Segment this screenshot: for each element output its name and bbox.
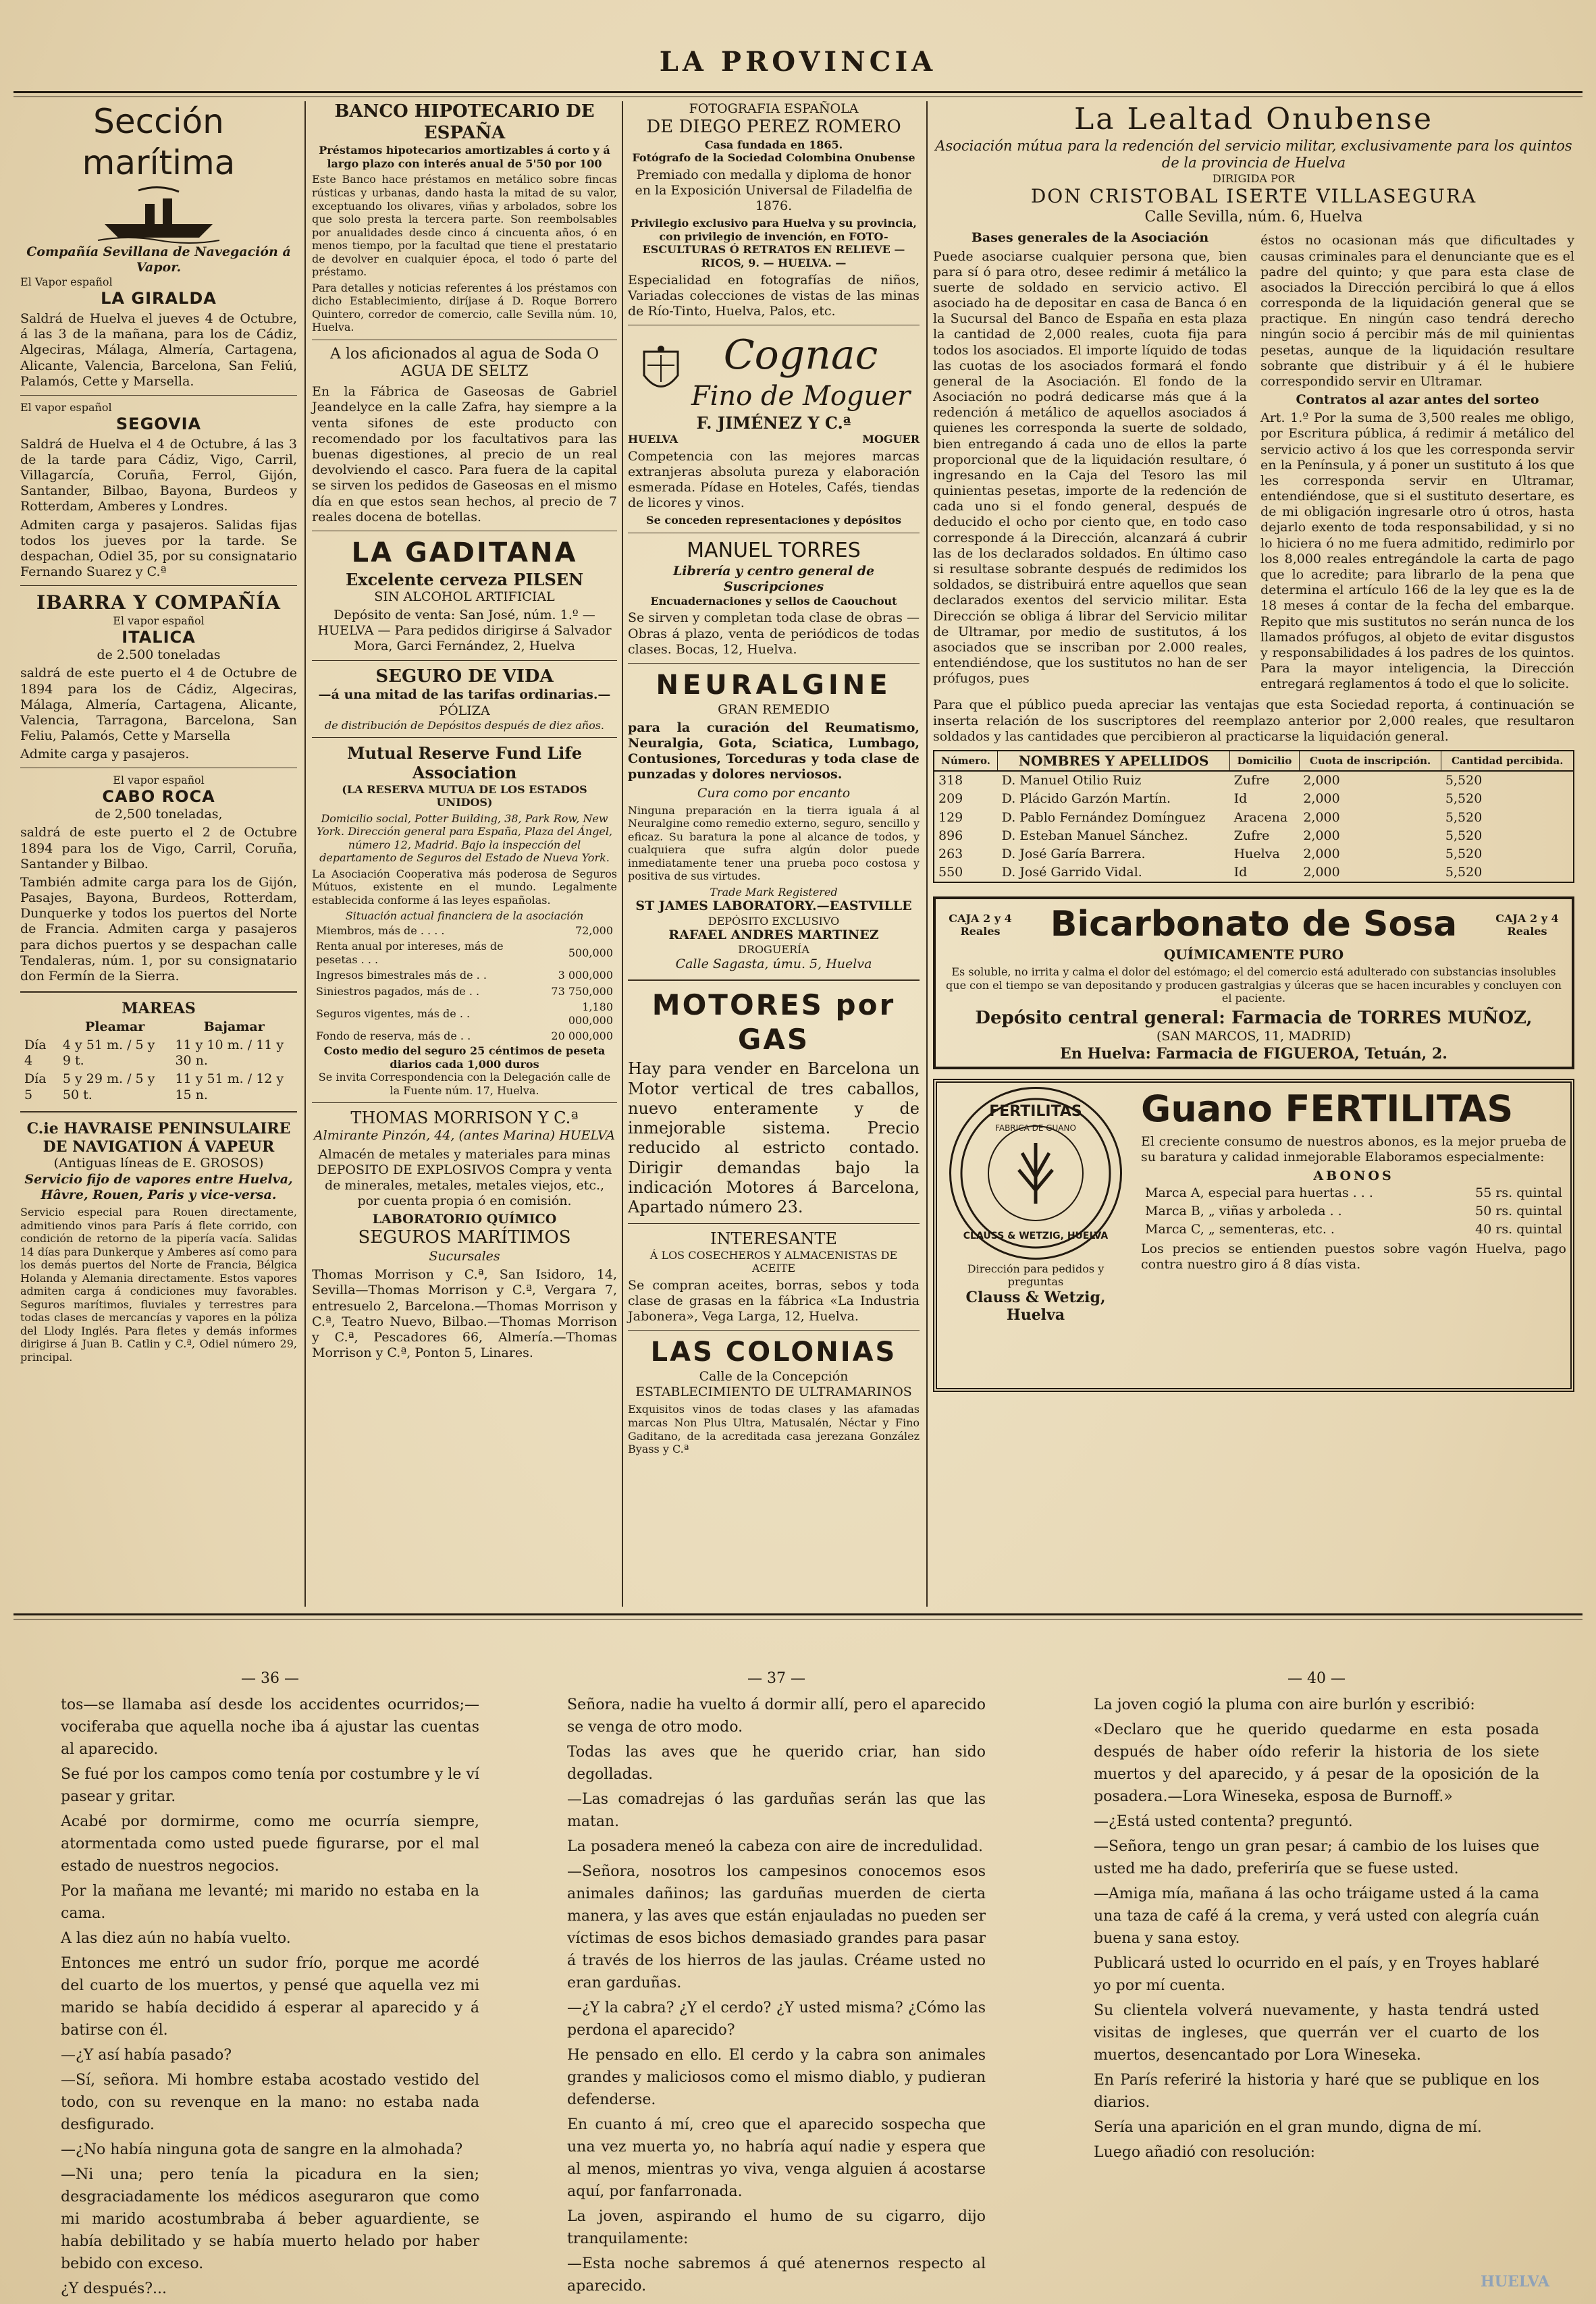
- havraise-sub: (Antiguas líneas de E. GROSOS): [53, 1156, 264, 1171]
- lealtad-footer: Para que el público pueda apreciar las ventajas que esta Sociedad reporta, á continuación se inserta relación de los suscriptores del reemplazo anterior por 2,000 reales, que resultaron soldados y las cantidades que percibieron al practicarse la liquidación general.: [933, 697, 1574, 744]
- table-header: Cantidad percibida.: [1451, 754, 1564, 767]
- folletin-paragraph: La joven, aspirando el humo de su cigarro, dijo tranquilamente:: [567, 2208, 986, 2247]
- table-row: 896 D. Esteban Manuel Sánchez. Zufre 2,000 5,520: [938, 828, 1483, 843]
- neuralgine-drog2: DROGUERÍA: [738, 943, 809, 957]
- tides-row: Día 4 4 y 51 m. / 5 y 9 t. 11 y 10 m. / 11 y 30 n.: [24, 1038, 284, 1069]
- ship-extra: Admite carga y pasajeros.: [20, 747, 190, 762]
- foto-name: DE DIEGO PEREZ ROMERO: [646, 117, 901, 138]
- vapor-label: El vapor español: [20, 400, 112, 414]
- page-number: — 36 —: [241, 1670, 299, 1687]
- seal-text-bottom: CLAUSS & WETZIG, HUELVA: [963, 1231, 1109, 1242]
- bicarb-dep: Depósito central general: Farmacia de TORRES MUÑOZ,: [975, 1007, 1533, 1028]
- bicarb-text: Es soluble, no irrita y calma el dolor del estómago; el del comercio está adulterado con substancias insolubles que con el tiempo se van depositando y producen gastralgias y úlceras que se hacen incurables y concluyen con el paciente.: [946, 965, 1562, 1005]
- contratos-text: Art. 1.º Por la suma de 3,500 reales me obligo, por Escritura pública, á redimir á metálico del servicio activo á los que les corresponda servir en la Península, y á poner un sustituto á los que les corresponda servir en Ultramar, entendiéndose, que si el sustituto desertare, es de mi obligación ingresarle otro ú otros, hasta dejarlo exento de toda responsabilidad, y si no lo hiciera ó no me fuera admitido, redimirlo por los 8,000 reales entregándole la carta de pago que lo acredite; para librarlo de la pena que determina el artículo 166 de la ley que es la de 18 meses á contar de la fecha del embarque. Repito que mis sustitutos no serán nunca de los llamados prófugos, al objeto de evitar disgustos y responsabilidades á los padres de los quintos. Para la mayor inteligencia, la Dirección entregará reglamentos á todo el que lo solicite.: [1260, 410, 1574, 692]
- tides-table: [20, 1018, 297, 1104]
- folletin-paragraph: Señora, nadie ha vuelto á dormir allí, pero el aparecido se venga de otro modo.: [567, 1696, 986, 1736]
- foto-sub: Fotógrafo de la Sociedad Colombina Onubense: [632, 151, 915, 165]
- ship-tonnage: de 2,500 toneladas,: [95, 807, 223, 822]
- ship-name: CABO ROCA: [102, 786, 215, 806]
- mutual-contact: Se invita Correspondencia con la Delegación calle de la Fuente núm. 17, Huelva.: [318, 1071, 611, 1097]
- fin-row: Seguros vigentes, más de . . 1,180 000,000: [316, 1000, 613, 1027]
- foto-text: Especialidad en fotografías de niños, Variadas colecciones de vistas de las minas de Río-Tinto, Huelva, Palos, etc.: [628, 272, 920, 319]
- colonias-sub: Calle de la Concepción: [699, 1369, 849, 1385]
- folletin-paragraph: —Señora, tengo un gran pesar; á cambio de los luises que usted me ha dado, preferiría que se fuese usted.: [1094, 1838, 1539, 1877]
- column-rule: [926, 101, 928, 1607]
- folletin-paragraph: Por la mañana me levanté; mi marido no estaba en la cama.: [61, 1883, 479, 1922]
- lealtad-title: La Lealtad Onubense: [1074, 102, 1433, 136]
- cognac-text: Competencia con las mejores marcas extranjeras absoluta pureza y elaboración esmerada. Pídase en Hoteles, Cafés, tiendas de licores y vinos.: [628, 448, 920, 511]
- motores-text: Hay para vender en Barcelona un Motor vertical de tres caballos, nuevo enteramente y de inmejorable sistema. Precio reducido al estricto contado. Dirigir demandas bajo la indicación Motores á Barcelona, Apartado número 23.: [628, 1059, 920, 1217]
- havraise-text: Servicio especial para Rouen directamente, admitiendo vinos para París á flete corrido, con condición de retorno de la pipería vacía. Salidas 14 días para Dunkerque y Amberes así como para los demás puertos del Norte de Francia, Bélgica Holanda y Alemania directamente. Estos vapores admiten carga á condiciones muy favorables. Seguros marítimos, fluviales y terrestres para todas clases de mercancías y vapores en la póliza del Llody Inglés. Para fletes y demás informes dirigirse á Juan B. Catlin y C.ª, Odiel número 29, principal.: [20, 1205, 297, 1364]
- archive-stamp: HUELVA: [1480, 2273, 1550, 2290]
- table-header: NOMBRES Y APELLIDOS: [998, 751, 1230, 771]
- folletin-paragraph: Publicará usted lo ocurrido en el país, y en Troyes hablaré yo por mí cuenta.: [1094, 1955, 1539, 1994]
- cognac-title: Cognac: [723, 331, 878, 379]
- folletin-paragraph: —Ni una; pero tenía la picadura en la sien; desgraciadamente los médicos aseguraron que como mi marido acostumbraba á beber aguardiente, se había debilitado y se había muerto helado por haber bebido con exceso.: [61, 2166, 479, 2272]
- morrison-text: Almacén de metales y materiales para minas DEPOSITO DE EXPLOSIVOS Compra y venta de minerales, metales, metales viejos, etc., por cuenta propia ó en comisión.: [317, 1146, 612, 1209]
- seguro-title: SEGURO DE VIDA: [375, 666, 554, 687]
- page-number: — 37 —: [747, 1670, 805, 1687]
- tides-header: Pleamar: [84, 1019, 145, 1034]
- page-number: — 40 —: [1287, 1670, 1346, 1687]
- gaditana-title: LA GADITANA: [351, 537, 578, 568]
- neuralgine-title: NEURALGINE: [656, 669, 892, 701]
- folletin-paragraph: He pensado en ello. El cerdo y la cabra son animales grandes y maliciosos como el mismo diablo, y pudieran defenderse.: [567, 2047, 986, 2108]
- mutual-fin-title: Situación actual financiera de la asociación: [345, 909, 584, 923]
- gaditana-sub: Excelente cerveza PILSEN: [345, 569, 584, 589]
- folletin-paragraph: A las diez aún no había vuelto.: [61, 1930, 291, 1947]
- coat-of-arms-icon: [637, 345, 685, 399]
- fin-row: Ingresos bimestrales más de . . 3 000,000: [316, 969, 613, 982]
- lealtad-name: DON CRISTOBAL ISERTE VILLASEGURA: [1030, 185, 1477, 208]
- folletin-paragraph: «Declaro que he querido quedarme en esta posada después de haber oído referir la historia de los siete muertos y del aparecido, y á pesar de la oposición de la posadera.—Lora Wineseka, esposa de Burnoff.»: [1094, 1721, 1539, 1805]
- ship-schedule: saldrá de este puerto el 4 de Octubre de 1894 para los de Cádiz, Algeciras, Málaga, Almería, Cartagena, Alicante, Valencia, Tarragona, Barcelona, San Feliu, Palamós, Cette y Marsella: [20, 666, 297, 744]
- bank-text: Este Banco hace préstamos en metálico sobre fincas rústicas y urbanas, dando hasta la mitad de su valor, exceptuando los olivares, viñas y arbolados, sobre los que solo presta la tercera parte. Son reembolsables por anualidades desde cinco á cincuenta años, ó en menos tiempo, por la facultad que tiene el prestatario de devolver en cualquier época, el todo ó parte del préstamo.: [312, 173, 617, 279]
- contratos-title: Contratos al azar antes del sorteo: [1296, 392, 1539, 408]
- table-header: Domicilio: [1230, 751, 1300, 771]
- motores-title: MOTORES por GAS: [651, 988, 896, 1056]
- fertilitas-seal-icon: [949, 1087, 1122, 1260]
- lealtad-sub: Asociación mútua para la redención del servicio militar, exclusivamente para los quintos de la provincia de Huelva: [935, 137, 1572, 171]
- vapor-label: El vapor español: [113, 774, 205, 787]
- lab-title: LABORATORIO QUÍMICO: [372, 1212, 557, 1227]
- column-maritime: [20, 101, 297, 1607]
- folletin-paragraph: Se fué por los campos como tenía por costumbre y le ví pasear y gritar.: [61, 1766, 479, 1805]
- neuralgine-tm: Trade Mark Registered: [710, 885, 838, 899]
- bicarb-sub: QUÍMICAMENTE PURO: [1163, 946, 1344, 963]
- seguro-dist: de distribución de Depósitos después de diez años.: [324, 718, 604, 732]
- mutual-text: La Asociación Cooperativa más poderosa de Seguros Mútuos, existente en el mundo. Legalmente establecida conforme á las leyes españolas.: [312, 867, 617, 907]
- torres-text: Se sirven y completan toda clase de obras —Obras á plazo, venta de periódicos de todas clases. Bocas, 12, Huelva.: [628, 610, 920, 657]
- bicarb-caja-left: CAJA 2 y 4 Reales: [949, 911, 1012, 938]
- abono-row: Marca C, „ sementeras, etc. . 40 rs. quintal: [1145, 1222, 1562, 1237]
- mutual-address: Domicilio social, Potter Building, 38, Park Row, New York. Dirección general para España, Plaza del Ángel, número 12, Madrid. Bajo la inspección del departamento de Seguros del Estado de Nueva York.: [316, 811, 613, 865]
- cognac-places: HUELVA MOGUER: [628, 433, 920, 446]
- cognac-sub: Fino de Moguer: [691, 381, 911, 412]
- foto-priv: Privilegio exclusivo para Huelva y su provincia, con privilegio de invención, en FOTO-ESCULTURAS Ó RETRATOS EN RELIEVE — RICOS, 9. — HUELVA. —: [631, 217, 917, 269]
- table-header: Cuota de inscripción.: [1299, 751, 1441, 771]
- torres-title: MANUEL TORRES: [687, 538, 861, 562]
- folletin-paragraph: —Señora, nosotros los campesinos conocemos esos animales dañinos; las garduñas muerden de cierta manera, y las aves que están enjauladas no pueden ser víctimas de esos bichos demasiado grandes para pasar á través de los hierros de las jaulas. Créame usted no eran garduñas.: [567, 1863, 986, 1991]
- guano-text: El creciente consumo de nuestros abonos, es la mejor prueba de su baratura y calidad inmejorable Elaboramos especialmente:: [1141, 1134, 1566, 1165]
- ship-name: SEGOVIA: [115, 414, 202, 433]
- cognac-maker: F. JIMÉNEZ Y C.ª: [696, 413, 851, 433]
- folletin-page-37: [567, 1667, 986, 2295]
- folletin-paragraph: —Amiga mía, mañana á las ocho tráigame usted á la cama una taza de café á la crema, y verá usted con alegría cuán buena y sana estoy.: [1094, 1885, 1539, 1947]
- bases-text-left: Puede asociarse cualquier persona que, bien para sí ó para otro, desee redimir á metálico la suerte de soldado en servicio activo. El asociado ha de depositar en casa de Banca ó en la Sucursal del Banco de España en esta plaza la cantidad de 2,000 reales, cuota fija para todos los asociados. El importe líquido de todas las cuotas de los asociados formará el fondo general de la Asociación. El fondo de la Asociación no podrá dedicarse más que á la redención á metálico de aquellos asociados á quienes les corresponda la suerte de soldado, bien entregando á cada uno de ellos la parte proporcional que de la liquidación resultare, ó ingresando en la Caja del Tesoro las mil quinientas pesetas, importe de la redención de cada uno si el fondo general, después de deducido el ocho por ciento que, en todo caso corresponde á la Dirección, alcanzará á cubrir las de los declarados soldados. En último caso si resultase sobrante después de redimidos los soldados, se distribuirá entre aquellos que sean declarados exentos del servicio militar. Esta Dirección se obliga á librar del Servicio militar de Ultramar, por medio de sustitutos, á los asociados que se inscriban por 2.000 reales, entendiéndose, que los sustitutos no han de ser prófugos, pues: [933, 248, 1247, 687]
- havraise-service: Servicio fijo de vapores entre Huelva, Hâvre, Rouen, Paris y vice-versa.: [24, 1171, 293, 1202]
- ship-name: LA GIRALDA: [101, 288, 217, 308]
- folletin-paragraph: Todas las aves que he querido criar, han sido degolladas.: [567, 1744, 986, 1783]
- fin-row: Renta anual por intereses, más de pesetas . . . 500,000: [316, 940, 613, 966]
- bicarbonato-ad: [933, 896, 1574, 1069]
- folletin-paragraph: —Sí, señora. Mi hombre estaba acostado vestido del todo, con su revenque en la mano: no estaba nada desfigurado.: [61, 2072, 479, 2133]
- column-ads-1: [312, 101, 617, 1607]
- folletin-paragraph: En cuanto á mí, creo que el aparecido sospecha que una vez muerta yo, no habría aquí nadie y espera que al menos, mientras yo viva, venga alguien á acostarse aquí, por fanfarronada.: [567, 2116, 986, 2200]
- bicarb-huelva: En Huelva: Farmacia de FIGUEROA, Tetuán, 2.: [1060, 1044, 1447, 1063]
- mutual-title: Mutual Reserve Fund Life Association: [346, 743, 583, 783]
- folletin-paragraph: La joven cogió la pluma con aire burlón y escribió:: [1094, 1696, 1475, 1713]
- interesante-title: INTERESANTE: [710, 1229, 837, 1248]
- neuralgine-sub: GRAN REMEDIO: [718, 701, 830, 717]
- sucursales-text: Thomas Morrison y C.ª, San Isidoro, 14, Sevilla—Thomas Morrison y C.ª, Vergara 7, entresuelo 2, Barcelona.—Thomas Morrison y C.ª, Teatro Nuevo, Bilbao.—Thomas Morrison y C.ª, Pescadores 66, Almería.—Thomas Morrison y C.ª, Ponton 5, Linares.: [312, 1267, 617, 1361]
- folletin-paragraph: —¿Está usted contenta? preguntó.: [1094, 1813, 1353, 1830]
- folletin-paragraph: Su clientela volverá nuevamente, y hasta tendrá usted visitas de ingleses, que querrán ver el cuarto de los muertos, desencantado por Lora Wineseka.: [1094, 2002, 1539, 2064]
- cognac-rep: Se conceden representaciones y depósitos: [646, 514, 901, 527]
- sucursales-label: Sucursales: [429, 1249, 500, 1264]
- mutual-cost: Costo medio del seguro 25 céntimos de peseta diarios cada 1,000 duros: [323, 1044, 606, 1071]
- folletin-paragraph: La posadera meneó la cabeza con aire de incredulidad.: [567, 1838, 984, 1855]
- folletin-paragraph: —Las comadrejas ó las garduñas serán las que las matan.: [567, 1791, 986, 1830]
- seguro-sub: —á una mitad de las tarifas ordinarias.—: [318, 687, 611, 703]
- ship-schedule: Saldrá de Huelva el jueves 4 de Octubre, á las 3 de la mañana, para los de Cádiz, Algeciras, Málaga, Almería, Cartagena, Alicante, Valencia, Barcelona, San Feliú, Palamós, Cette y Marsella.: [20, 311, 297, 389]
- abono-row: Marca A, especial para huertas . . . 55 rs. quintal: [1145, 1185, 1562, 1200]
- foto-title: FOTOGRAFIA ESPAÑOLA: [689, 101, 859, 116]
- bottom-rule: [14, 1613, 1582, 1619]
- soldiers-table: [933, 750, 1574, 883]
- table-row: 318 D. Manuel Otilio Ruiz Zufre 2,000 5,520: [938, 773, 1483, 788]
- bank-contact: Para detalles y noticias referentes á los préstamos con dicho Establecimiento, diríjase á D. Roque Borrero Quintero, corredor de comercio, calle Sevilla núm. 10, Huelva.: [312, 281, 617, 334]
- torres-sub: Librería y centro general de Suscripciones: [672, 563, 875, 594]
- folletin-paragraph: —¿Y la cabra? ¿Y el cerdo? ¿Y usted misma? ¿Cómo las perdona el aparecido?: [567, 2000, 986, 2039]
- morrison-title: THOMAS MORRISON Y C.ª: [350, 1108, 579, 1128]
- gaditana-text: Depósito de venta: San José, núm. 1.º — HUELVA — Para pedidos dirigirse á Salvador Mora, Garci Fernández, 2, Huelva: [317, 608, 612, 654]
- tides-header: [20, 1018, 59, 1036]
- seguro-poliza: PÓLIZA: [439, 703, 490, 718]
- folletin-paragraph: tos—se llamaba así desde los accidentes ocurridos;—vociferaba que aquella noche iba á ajustar las cuentas al aparecido.: [61, 1696, 479, 1758]
- ship-extra: También admite carga para los de Gijón, Pasajes, Bayona, Burdeos, Rotterdam, Dunquerke y todos los puertos del Norte de Francia. Admiten carga y pasajeros para dichos puertos y se despachan calle Tendaleras, núm. 1, por su consignatario don Fermín de la Sierra.: [20, 874, 297, 984]
- guano-ad: [933, 1079, 1574, 1392]
- tides-row: Día 5 5 y 29 m. / 5 y 50 t. 11 y 51 m. / 12 y 15 n.: [24, 1071, 284, 1102]
- fin-row: Fondo de reserva, más de . . 20 000,000: [316, 1029, 613, 1043]
- morrison-address: Almirante Pinzón, 44, (antes Marina) HUELVA: [313, 1128, 616, 1144]
- bicarb-caja-right: CAJA 2 y 4 Reales: [1495, 911, 1559, 938]
- company-name: IBARRA Y COMPAÑÍA: [36, 591, 282, 614]
- neuralgine-dep: DEPÓSITO EXCLUSIVO: [708, 914, 840, 928]
- folletin-paragraph: Acabé por dormirme, como me ocurría siempre, atormentada como usted puede figurarse, por el mal estado de nuestros negocios.: [61, 1813, 479, 1875]
- abonos-table: [1141, 1184, 1566, 1239]
- column-rule: [622, 101, 623, 1607]
- seal-text-mid: FABRICA DE GUANO: [995, 1123, 1076, 1133]
- foto-founded: Casa fundada en 1865.: [704, 138, 843, 151]
- column-ads-2: [628, 101, 920, 1607]
- folletin-page-36: [61, 1667, 479, 2297]
- fin-row: Miembros, más de . . . . 72,000: [316, 923, 613, 937]
- colonias-sub2: ESTABLECIMIENTO DE ULTRAMARINOS: [635, 1385, 912, 1400]
- folletin-page-40: [1094, 1667, 1539, 2268]
- lealtad-dir: DIRIGIDA POR: [1212, 171, 1295, 185]
- neuralgine-addr: Calle Sagasta, úmu. 5, Huelva: [675, 956, 872, 971]
- neuralgine-text: para la curación del Reumatismo, Neuralgia, Gota, Sciatica, Lumbago, Contusiones, Torceduras y toda clase de punzadas y dolores nerviosos.: [628, 720, 920, 782]
- tides-header: Bajamar: [203, 1019, 265, 1034]
- abonos-title: ABONOS: [1313, 1168, 1394, 1183]
- guano-title: Guano FERTILITAS: [1141, 1088, 1514, 1131]
- bank-sub: Préstamos hipotecarios amortizables á corto y á largo plazo con interés anual de 5'50 por 100: [319, 144, 610, 170]
- bicarb-title: Bicarbonato de Sosa: [1050, 904, 1458, 945]
- table-row: 550 D. José Garrido Vidal. Id 2,000 5,520: [938, 865, 1483, 880]
- steamship-icon: [20, 184, 297, 244]
- bases-title: Bases generales de la Asociación: [971, 230, 1209, 246]
- column-rule: [304, 101, 306, 1607]
- table-row: 209 D. Plácido Garzón Martín. Id 2,000 5,520: [938, 791, 1483, 807]
- gaditana-sub2: SIN ALCOHOL ARTIFICIAL: [374, 589, 555, 604]
- folletin-paragraph: —¿Y así había pasado?: [61, 2047, 232, 2064]
- havraise-title: C.ie HAVRAISE PENINSULAIRE DE NAVIGATION Á VAPEUR: [26, 1119, 291, 1156]
- ship-schedule: saldrá de este puerto el 2 de Octubre 1894 para los de Vigo, Carril, Coruña, Santander y Bilbao.: [20, 825, 297, 872]
- colonias-title: LAS COLONIAS: [650, 1337, 897, 1368]
- vapor-label: El vapor español: [113, 614, 205, 628]
- company-name: Compañía Sevillana de Navegación á Vapor.: [26, 244, 291, 275]
- folletin-paragraph: Luego añadió con resolución:: [1094, 2144, 1316, 2161]
- guano-footer: Los precios se entienden puestos sobre vagón Huelva, pago contra nuestro giro á 8 días vista.: [1141, 1241, 1566, 1272]
- neuralgine-drog: RAFAEL ANDRES MARTINEZ: [668, 928, 879, 943]
- mutual-sub: (LA RESERVA MUTUA DE LOS ESTADOS UNIDOS): [342, 782, 587, 809]
- vapor-label: El Vapor español: [20, 275, 113, 289]
- ship-extra: Admiten carga y pasajeros. Salidas fijas todos los jueves por la tarde. Se despachan, Odiel 35, por su consignatario Fernando Suarez y C.ª: [20, 517, 297, 580]
- table-row: 129 D. Pablo Fernández Domínguez Aracena 2,000 5,520: [938, 809, 1483, 825]
- seguros-title: SEGUROS MARÍTIMOS: [358, 1227, 571, 1248]
- mutual-fin-table: [312, 923, 617, 1044]
- folletin-paragraph: —¿No había ninguna gota de sangre en la almohada?: [61, 2141, 463, 2158]
- top-rule: [14, 91, 1582, 97]
- ship-name: ITALICA: [122, 627, 196, 647]
- lealtad-address: Calle Sevilla, núm. 6, Huelva: [1144, 208, 1363, 225]
- masthead: LA PROVINCIA: [659, 46, 937, 78]
- torres-sub2: Encuadernaciones y sellos de Caouchout: [650, 594, 897, 608]
- colonias-text: Exquisitos vinos de todas clases y las afamadas marcas Non Plus Ultra, Matusalén, Néctar y Fino Gaditano, de la acreditada casa jerezana González Byass y C.ª: [628, 1403, 920, 1456]
- interesante-text: Se compran aceites, borras, sebos y toda clase de grasas en la fábrica «La Industria Jabonera», Vega Larga, 12, Huelva.: [628, 1277, 920, 1324]
- neuralgine-text2: Ninguna preparación en la tierra iguala á al Neuralgine como remedio externo, seguro, sencillo y eficaz. Su baratura la pone al alcance de todos, y cualquiera que sufra algún dolor puede inmediatamente tener una prueba poco costosa y positiva de sus virtudes.: [628, 803, 920, 883]
- ship-schedule: Saldrá de Huelva el 4 de Octubre, á las 3 de la tarde para Cádiz, Vigo, Carril, Villagarcía, Coruña, Ferrol, Gijón, Santander, Bilbao, Bayona, Burdeos y Rotterdam, Amberes y Londres.: [20, 436, 297, 514]
- section-title: Sección marítima: [82, 102, 236, 182]
- ship-tonnage: de 2.500 toneladas: [97, 647, 221, 663]
- guano-contact: Clauss & Wetzig, Huelva: [965, 1288, 1106, 1324]
- foto-award: Premiado con medalla y diploma de honor en la Exposición Universal de Filadelfia de 1876.: [635, 167, 913, 214]
- bank-title: BANCO HIPOTECARIO DE ESPAÑA: [334, 101, 595, 143]
- folletin-paragraph: Entonces me entró un sudor frío, porque me acordé del cuarto de los muertos, y pensé que aquella vez mi marido se había decidido á esperar al aparecido y á batirse con él.: [61, 1955, 479, 2039]
- column-lealtad: [933, 101, 1574, 1607]
- soda-title: A los aficionados al agua de Soda O AGUA DE SELTZ: [330, 345, 599, 381]
- neuralgine-cure: Cura como por encanto: [697, 785, 851, 801]
- folletin-paragraph: Sería una aparición en el gran mundo, digna de mí.: [1094, 2119, 1482, 2136]
- cognac-logo: [628, 331, 920, 413]
- guano-contact-label: Dirección para pedidos y preguntas: [967, 1262, 1105, 1289]
- folletin-paragraph: ¿Y después?...: [61, 2280, 167, 2297]
- bicarb-addr: (SAN MARCOS, 11, MADRID): [1156, 1029, 1351, 1044]
- soda-text: En la Fábrica de Gaseosas de Gabriel Jeandelyce en la calle Zafra, hay siempre a la venta sifones de este producto con recomendado por los facultativos para las buenas digestiones, al precio de un real devolviendo el casco. Para fuera de la capital se sirven los pedidos de Gaseosas en el mismo día en que estos sean hechos, al precio de 7 reales docena de botellas.: [312, 384, 617, 525]
- fin-row: Siniestros pagados, más de . . 73 750,000: [316, 984, 613, 998]
- folletin-paragraph: En París referiré la historia y haré que se publique en los diarios.: [1094, 2072, 1539, 2111]
- folletin-paragraph: —Esta noche sabremos á qué atenernos respecto al aparecido.: [567, 2255, 986, 2295]
- tides-title: MAREAS: [122, 1000, 196, 1018]
- neuralgine-lab: ST JAMES LABORATORY.—EASTVILLE: [635, 899, 912, 914]
- table-row: 263 D. José Garía Barrera. Huelva 2,000 5,520: [938, 846, 1483, 861]
- bases-text-right: éstos no ocasionan más que dificultades y causas criminales para el denunciante que es el padre del quinto; y que para esta clase de asociados la Dirección percibirá lo que á ellos corresponda de la liquidación general que se practique. En ningún caso tendrá derecho ningún socio á percibir más de mil quinientas pesetas, aunque de la liquidación resultare sobrante que distribuir y á él le hubiere correspondido servir en Ultramar.: [1260, 233, 1574, 389]
- seal-text-top: FERTILITAS: [989, 1103, 1082, 1121]
- abono-row: Marca B, „ viñas y arboleda . . 50 rs. quintal: [1145, 1203, 1562, 1218]
- table-header: Número.: [934, 751, 998, 771]
- interesante-sub: Á LOS COSECHEROS Y ALMACENISTAS DE ACEITE: [649, 1248, 898, 1275]
